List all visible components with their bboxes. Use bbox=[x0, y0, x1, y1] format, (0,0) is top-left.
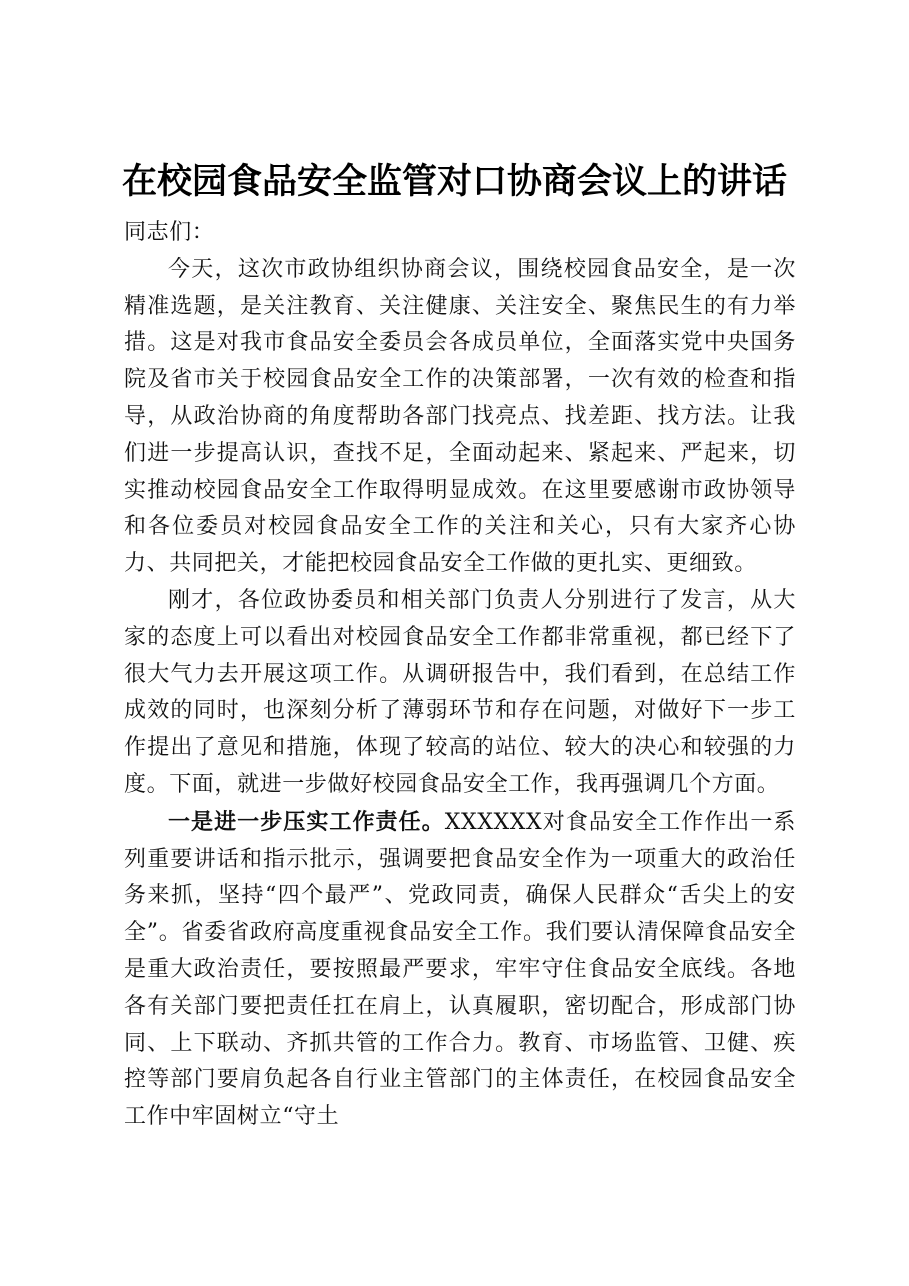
salutation: 同志们： bbox=[124, 220, 215, 245]
paragraph-text: 今天，这次市政协组织协商会议，围绕校园食品安全，是一次精准选题，是关注教育、关注健康、关注安全、聚焦民生的有力举措。这是对我市食品安全委员会各成员单位，全面落实党中央国务院及省市关于校园食品安全工作的决策部署，一次有效的检查和指导，从政治协商的角度帮助各部门找亮点、找差距、找方法。让我们进一步提高认识，查找不足，全面动起来、紧起来、严起来，切实推动校园食品安全工作取得明显成效。在这里要感谢市政协领导和各位委员对校园食品安全工作的关注和关心，只有大家齐心协力、共同把关，才能把校园食品安全工作做的更扎实、更细致。 bbox=[124, 256, 796, 577]
paragraph-3 bbox=[124, 804, 796, 1136]
paragraph-lead-heading: 一是进一步压实工作责任。 bbox=[168, 808, 445, 835]
paragraph-1 bbox=[124, 252, 796, 583]
document-body bbox=[124, 215, 796, 1136]
paragraph-text: XXXXXX对食品安全工作作出一系列重要讲话和指示批示，强调要把食品安全作为一项重大的政治任务来抓，坚持“四个最严”、党政同责，确保人民群众“舌尖上的安全”。省委省政府高度重视食品安全工作。我们要认清保障食品安全是重大政治责任，要按照最严要求，牢牢守住食品安全底线。各地各有关部门要把责任扛在肩上，认真履职，密切配合，形成部门协同、上下联动、齐抓共管的工作合力。教育、市场监管、卫健、疾控等部门要肩负起各自行业主管部门的主体责任，在校园食品安全工作中牢固树立“守土 bbox=[124, 809, 796, 1130]
document-title: 在校园食品安全监管对口协商会议上的讲话 bbox=[121, 161, 787, 202]
paragraph-text: 刚才，各位政协委员和相关部门负责人分别进行了发言，从大家的态度上可以看出对校园食品安全工作都非常重视，都已经下了很大气力去开展这项工作。从调研报告中，我们看到，在总结工作成效的同时，也深刻分析了薄弱环节和存在问题，对做好下一步工作提出了意见和措施，体现了较高的站位、较大的决心和较强的力度。下面，就进一步做好校园食品安全工作，我再强调几个方面。 bbox=[124, 587, 796, 797]
paragraph-2 bbox=[124, 583, 796, 804]
